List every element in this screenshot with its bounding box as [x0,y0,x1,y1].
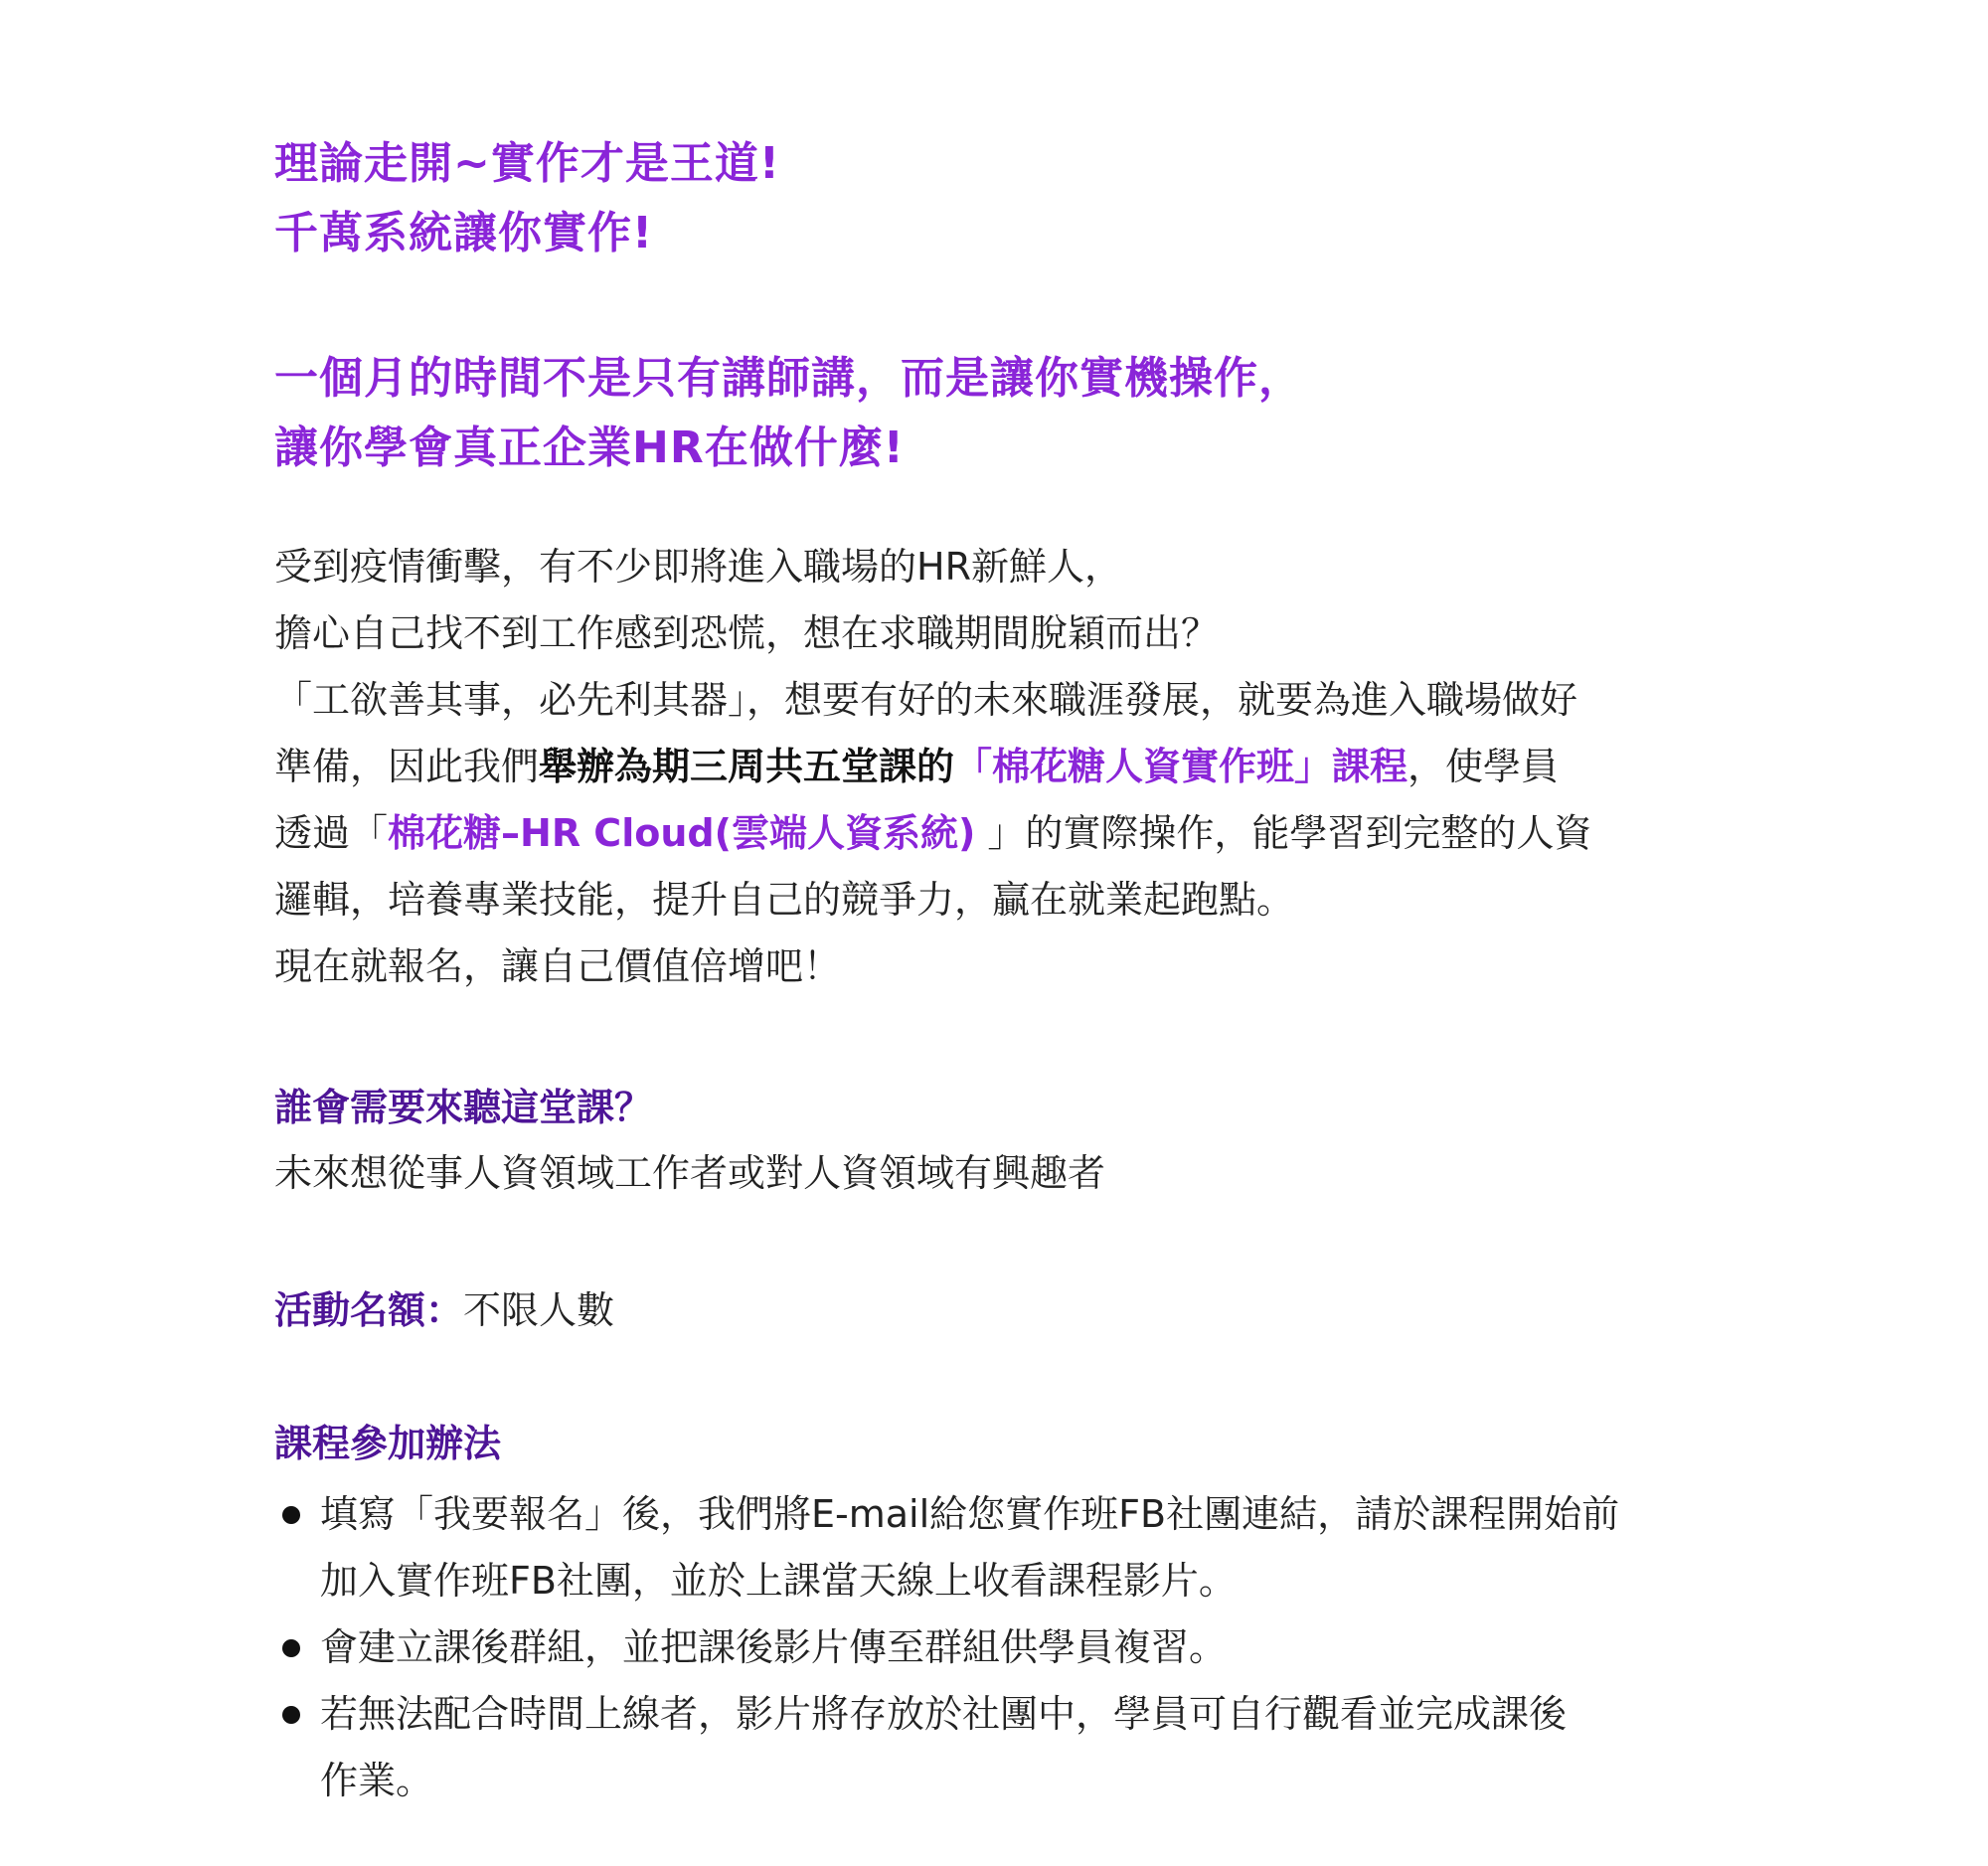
quota-label: 活動名額： [274,1288,464,1332]
hero-heading-1-line-2: 千萬系統讓你實作! [274,208,654,258]
list-item [274,1481,1736,1614]
course-name-highlight: 「棉花糖人資實作班」課程 [954,745,1408,788]
intro-paragraph [274,534,1591,1000]
hero-heading-1-line-1: 理論走開~實作才是王道! [274,138,780,189]
hero-heading-2-line-1: 一個月的時間不是只有講師講，而是讓你實機操作， [274,353,1303,404]
list-item [274,1614,1736,1681]
bullet-icon [282,1506,300,1524]
intro-text: ，使學員 [1408,745,1560,788]
list-item-line: 加入實作班FB社團，並於上課當天線上收看課程影片。 [320,1559,1237,1603]
intro-line: 現在就報名，讓自己價值倍增吧！ [274,944,842,988]
intro-text: 準備，因此我們 [274,745,540,788]
hero-heading-2-line-2: 讓你學會真正企業HR在做什麼! [274,423,905,473]
product-name-highlight: 棉花糖–HR Cloud(雲端人資系統) [388,811,976,855]
intro-line: 受到疫情衝擊，有不少即將進入職場的HR新鮮人， [274,545,1122,589]
quota-value: 不限人數 [463,1288,615,1332]
join-steps-list [274,1481,1736,1814]
list-item-line: 作業。 [320,1759,434,1802]
intro-line [274,800,1591,867]
list-item [274,1681,1736,1814]
who-section-title: 誰會需要來聽這堂課？ [274,1086,653,1129]
list-item-line: 會建立課後群組，並把課後影片傳至群組供學員複習。 [320,1625,1228,1669]
list-item-line: 填寫「我要報名」後，我們將E-mail給您實作班FB社團連結，請於課程開始前 [320,1492,1620,1536]
course-schedule-highlight: 舉辦為期三周共五堂課的 [539,745,955,788]
hero-heading-1 [274,129,780,268]
intro-text: 透過「 [274,811,389,855]
bullet-icon [282,1639,300,1657]
list-item-line: 若無法配合時間上線者，影片將存放於社團中，學員可自行觀看並完成課後 [320,1692,1568,1736]
bullet-icon [282,1706,300,1724]
hero-heading-2 [274,344,1303,483]
intro-line: 「工欲善其事，必先利其器」，想要有好的未來職涯發展，就要為進入職場做好 [274,678,1578,722]
join-section-title: 課程參加辦法 [274,1422,502,1465]
intro-line: 邏輯，培養專業技能，提升自己的競爭力，贏在就業起跑點。 [274,878,1295,922]
intro-line [274,734,1591,800]
intro-line: 擔心自己找不到工作感到恐慌，想在求職期間脫穎而出？ [274,611,1220,655]
who-section-text: 未來想從事人資領域工作者或對人資領域有興趣者 [274,1151,1106,1195]
quota-line [274,1280,614,1340]
intro-text: 」的實際操作，能學習到完整的人資 [975,811,1592,855]
